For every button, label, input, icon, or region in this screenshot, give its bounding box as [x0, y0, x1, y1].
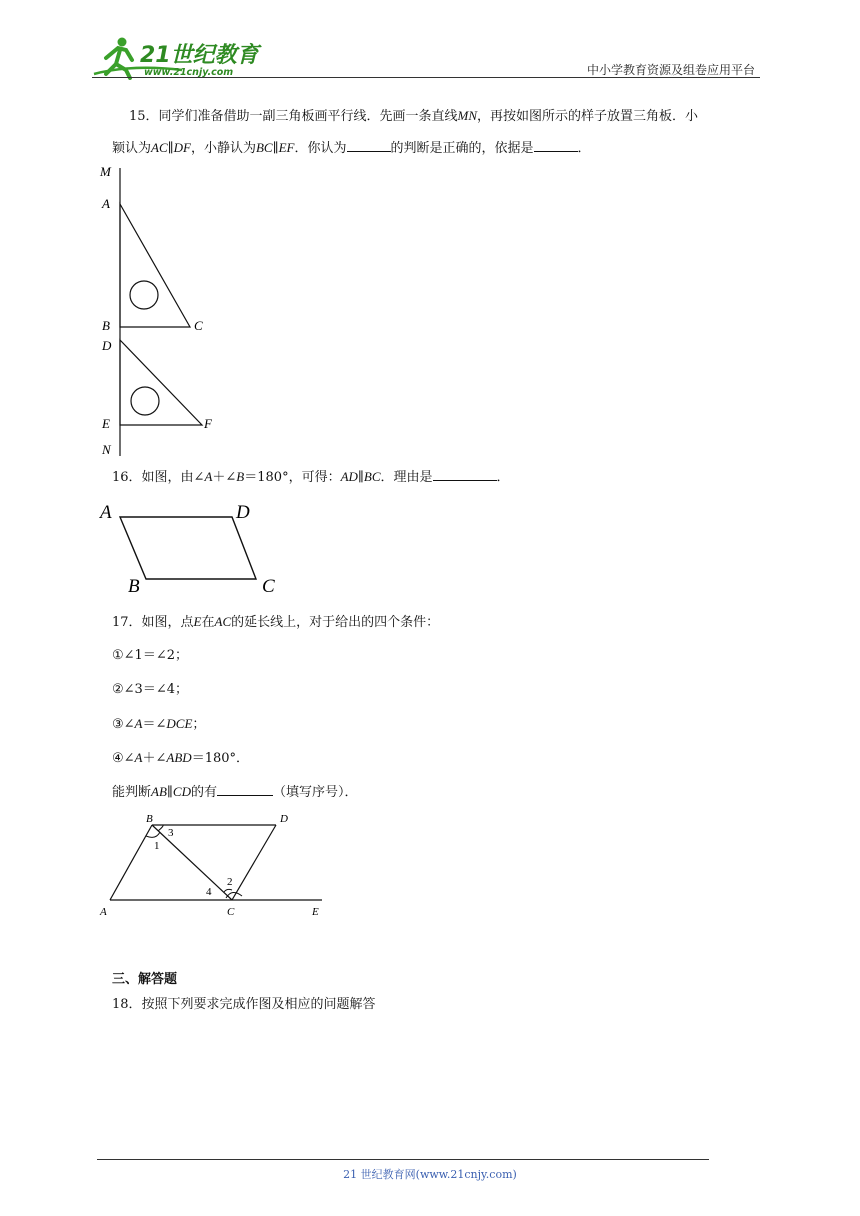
q17-cond2: ②∠3＝∠4；	[112, 682, 188, 697]
q16-figure	[96, 498, 286, 598]
segment-cd	[232, 825, 276, 900]
label-a: A	[100, 906, 107, 918]
angle-label-4: 4	[206, 886, 212, 898]
q17-cond4: ④∠A＋∠ABD＝180°．	[112, 750, 250, 766]
q15-line1: 15．同学们准备借助一副三角板画平行线．先画一条直线MN，再按如图所示的样子放置三角板．小	[129, 108, 699, 124]
angle-label-1: 1	[154, 840, 160, 852]
section-title: 三、解答题	[112, 972, 178, 987]
circle-hole-icon	[131, 387, 159, 415]
q15-figure	[96, 160, 226, 460]
segment-bc	[152, 825, 232, 900]
angle-arc-3	[158, 825, 163, 831]
header-divider	[92, 77, 760, 78]
header-platform-text: 中小学教育资源及组卷应用平台	[586, 63, 755, 77]
label-f: F	[204, 416, 212, 431]
label-d: D	[102, 338, 112, 353]
q17-line1: 17．如图，点E在AC的延长线上，对于给出的四个条件：	[112, 614, 440, 630]
angle-label-3: 3	[168, 827, 174, 839]
q17-cond3: ③∠A＝∠DCE；	[112, 716, 206, 732]
q15-blank-2	[534, 139, 578, 152]
label-e: E	[102, 416, 110, 431]
q17-figure	[96, 806, 336, 918]
q17-ask: 能判断AB∥CD的有 （填写序号）．	[112, 784, 358, 800]
label-c: C	[194, 318, 203, 333]
site-logo	[92, 34, 272, 80]
circle-hole-icon	[130, 281, 158, 309]
label-a: A	[100, 502, 112, 523]
q15-line2: 颖认为AC∥DF，小静认为BC∥EF．你认为 的判断是正确的，依据是 ．	[112, 140, 591, 156]
q15-blank-1	[347, 139, 391, 152]
angle-arc-4	[224, 889, 232, 892]
logo-url: www.21cnjy.com	[144, 67, 234, 78]
q17-blank	[217, 783, 273, 796]
triangle-def	[120, 340, 202, 425]
q16-blank	[433, 468, 497, 481]
parallelogram-abcd	[120, 517, 256, 579]
label-d: D	[236, 502, 250, 523]
label-n: N	[102, 442, 111, 457]
segment-ab	[110, 825, 152, 900]
label-d: D	[280, 813, 288, 825]
label-c: C	[262, 576, 275, 597]
footer-divider	[97, 1159, 709, 1160]
label-a: A	[102, 196, 110, 211]
angle-label-2: 2	[227, 876, 233, 888]
footer-text: 21 世纪教育网(www.21cnjy.com)	[343, 1168, 517, 1181]
triangle-abc	[120, 204, 190, 327]
q16-line: 16．如图，由∠A＋∠B＝180°，可得：AD∥BC．理由是 ．	[112, 469, 510, 485]
label-m: M	[100, 164, 111, 179]
label-e: E	[312, 906, 319, 918]
q18-text: 18．按照下列要求完成作图及相应的问题解答	[112, 997, 376, 1012]
q17-cond1: ①∠1＝∠2；	[112, 648, 188, 663]
label-b: B	[128, 576, 140, 597]
label-b: B	[146, 813, 153, 825]
logo-text: 21世纪教育	[140, 43, 259, 68]
label-c: C	[227, 906, 235, 918]
label-b: B	[102, 318, 110, 333]
